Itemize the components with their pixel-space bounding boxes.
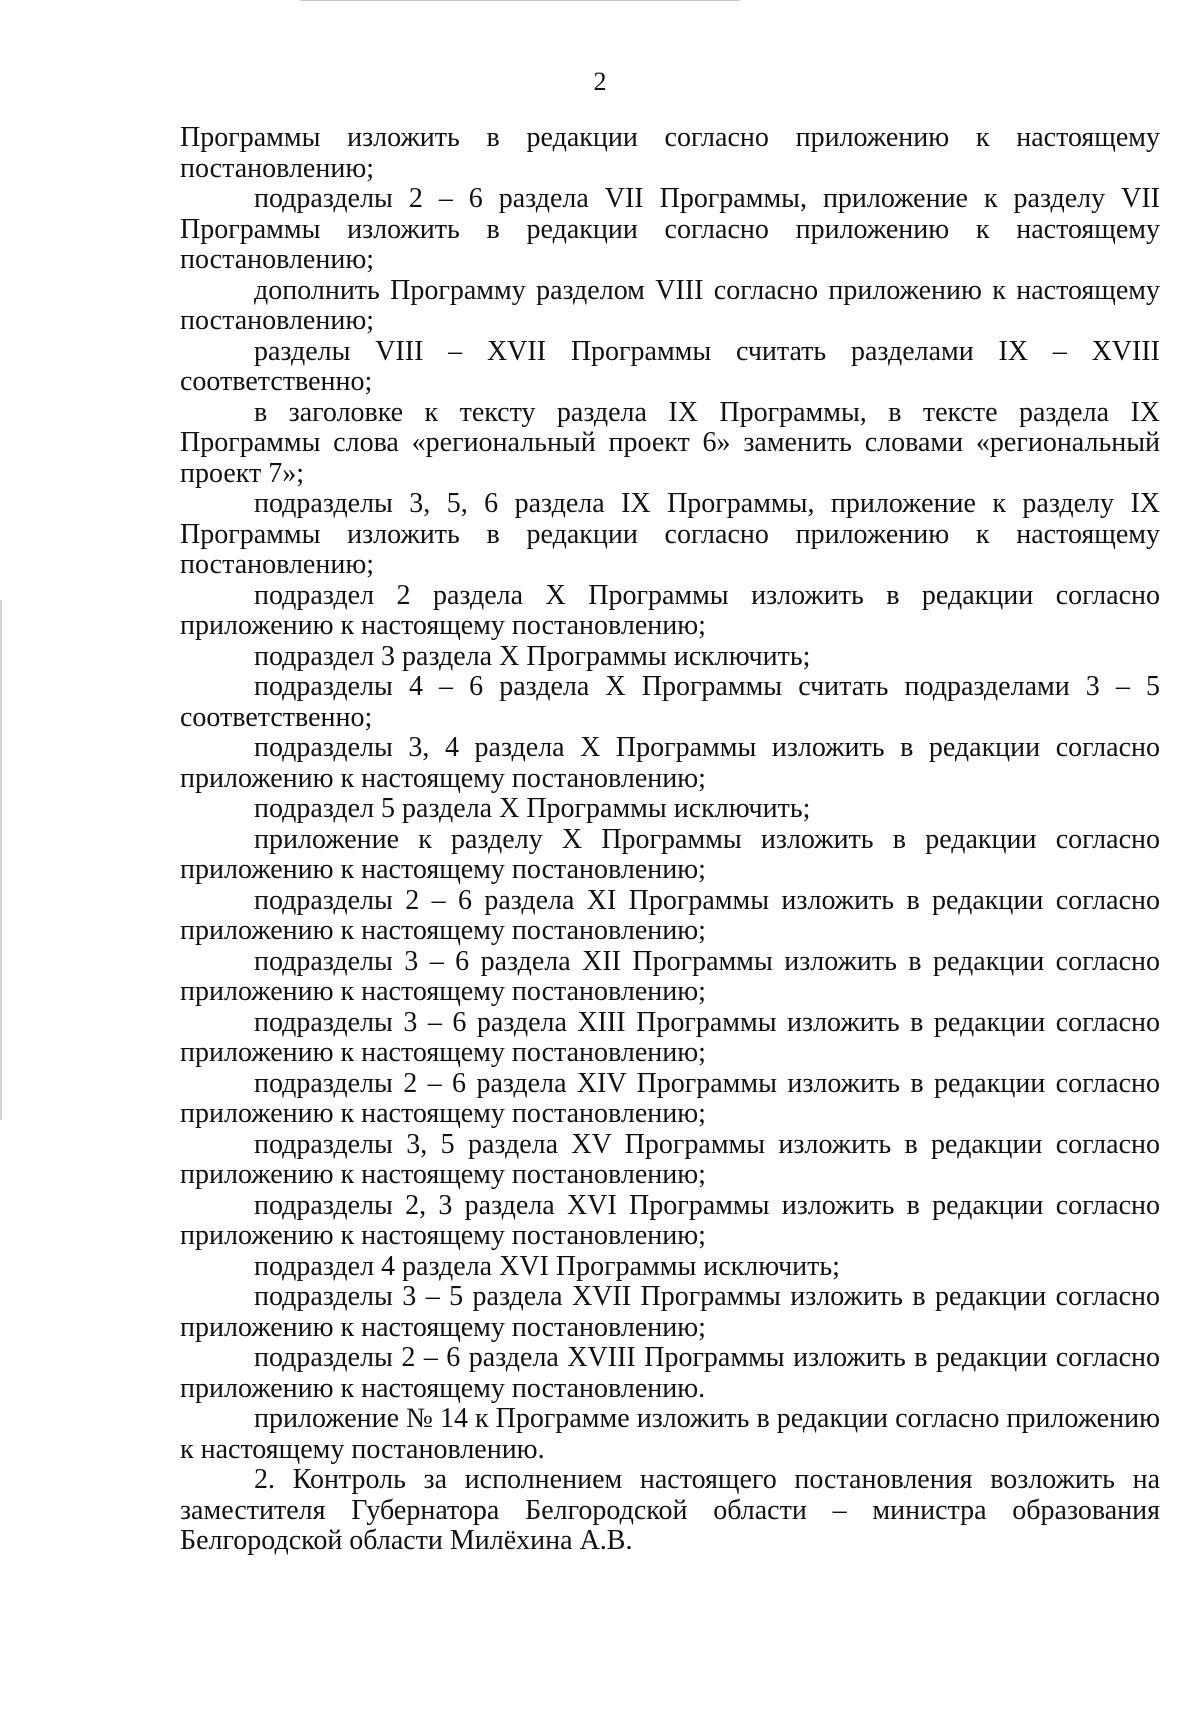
paragraph: в заголовке к тексту раздела IX Программы, в тексте раздела IX Программы слова «региональный проект 6» заменить словами «региональный проект 7»; — [180, 396, 1160, 489]
paragraph: подразделы 3, 4 раздела X Программы изложить в редакции согласно приложению к настоящему постановлению; — [180, 732, 1160, 794]
paragraph: подразделы 3 – 6 раздела XIII Программы изложить в редакции согласно приложению к настоящему постановлению; — [180, 1006, 1160, 1068]
scan-edge-top — [300, 0, 740, 1]
paragraph: подраздел 3 раздела X Программы исключить; — [254, 640, 811, 672]
page-number: 2 — [593, 67, 607, 96]
paragraph: подраздел 2 раздела X Программы изложить в редакции согласно приложению к настоящему постановлению; — [180, 579, 1160, 641]
paragraph: Программы изложить в редакции согласно приложению к настоящему постановлению; — [180, 122, 1160, 184]
paragraph: подразделы 3 – 6 раздела XII Программы изложить в редакции согласно приложению к настоящему постановлению; — [180, 945, 1160, 1007]
paragraph: дополнить Программу разделом VIII согласно приложению к настоящему постановлению; — [180, 274, 1160, 336]
paragraph: приложение № 14 к Программе изложить в редакции согласно приложению к настоящему постановлению. — [180, 1403, 1160, 1465]
paragraph: подразделы 3 – 5 раздела XVII Программы изложить в редакции согласно приложению к настоящему постановлению; — [180, 1281, 1160, 1343]
scan-edge-left — [0, 600, 2, 1120]
paragraph: приложение к разделу X Программы изложить в редакции согласно приложению к настоящему постановлению; — [180, 823, 1160, 885]
paragraph: разделы VIII – XVII Программы считать разделами IX – XVIII соответственно; — [180, 335, 1160, 397]
paragraph: подразделы 3, 5, 6 раздела IX Программы, приложение к разделу IX Программы изложить в редакции согласно приложению к настоящему постановлению; — [180, 488, 1160, 580]
paragraph: подразделы 2, 3 раздела XVI Программы изложить в редакции согласно приложению к настоящему постановлению; — [180, 1189, 1160, 1251]
document-body — [180, 123, 1160, 1557]
paragraph: подразделы 2 – 6 раздела XI Программы изложить в редакции согласно приложению к настоящему постановлению; — [180, 884, 1160, 946]
paragraph-control-clause: 2. Контроль за исполнением настоящего постановления возложить на заместителя Губернатора Белгородской области – министра образования Белгородской области Милёхина А.В. — [180, 1464, 1160, 1556]
paragraph: подразделы 2 – 6 раздела VII Программы, приложение к разделу VII Программы изложить в редакции согласно приложению к настоящему постановлению; — [180, 183, 1160, 275]
paragraph: подразделы 3, 5 раздела XV Программы изложить в редакции согласно приложению к настоящему постановлению; — [180, 1128, 1160, 1190]
paragraph: подраздел 5 раздела X Программы исключить; — [254, 793, 811, 824]
paragraph: подразделы 2 – 6 раздела XIV Программы изложить в редакции согласно приложению к настоящему постановлению; — [180, 1067, 1160, 1129]
paragraph: подразделы 2 – 6 раздела XVIII Программы изложить в редакции согласно приложению к настоящему постановлению. — [180, 1342, 1161, 1404]
paragraph: подразделы 4 – 6 раздела X Программы считать подразделами 3 – 5 соответственно; — [180, 671, 1160, 733]
paragraph: подраздел 4 раздела XVI Программы исключить; — [254, 1250, 840, 1282]
